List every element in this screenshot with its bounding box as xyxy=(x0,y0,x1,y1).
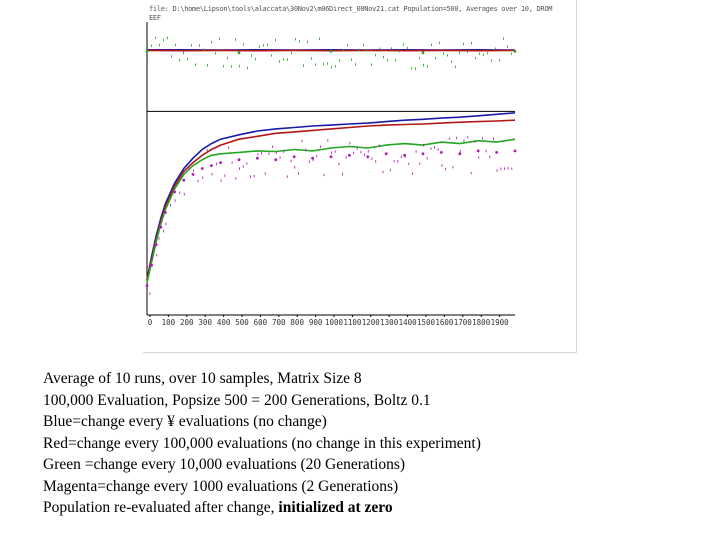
series-6-scatter-mark xyxy=(475,57,476,60)
series-3-scatter-mark xyxy=(460,150,461,153)
series-3-point-3 xyxy=(159,226,162,229)
series-3-point-22 xyxy=(440,151,443,154)
x-tick-label: 1100 xyxy=(343,318,362,327)
series-3-scatter-mark xyxy=(161,220,162,223)
series-3-scatter-mark xyxy=(438,148,439,151)
series-3-scatter-mark xyxy=(372,158,373,161)
x-tick-label: 1300 xyxy=(380,318,399,327)
x-tick-label: 1000 xyxy=(324,318,344,327)
series-6-scatter-mark xyxy=(231,65,232,68)
series-6-scatter-mark xyxy=(467,51,468,54)
series-3-scatter-mark xyxy=(471,172,472,175)
series-6-scatter-mark xyxy=(419,57,420,60)
fitness-chart xyxy=(143,0,576,352)
series-6-scatter-mark xyxy=(275,39,276,42)
series-6-scatter-mark xyxy=(303,64,304,67)
series-3-scatter-mark xyxy=(493,138,494,141)
series-3-scatter-mark xyxy=(224,174,225,177)
caption-line-blue: Blue=change every ¥ evaluations (no change) xyxy=(43,413,327,430)
x-tick-label: 1800 xyxy=(472,318,491,327)
series-3-scatter-mark xyxy=(184,193,185,196)
series-6-scatter-mark xyxy=(259,45,260,48)
series-3-scatter-mark xyxy=(441,164,442,167)
series-3-scatter-mark xyxy=(163,230,164,233)
series-3-scatter-mark xyxy=(342,173,343,176)
series-3-scatter-mark xyxy=(261,152,262,155)
x-tick-label: 700 xyxy=(272,318,286,327)
series-3-scatter-mark xyxy=(246,162,247,165)
x-tick-label: 100 xyxy=(161,318,176,327)
series-6-scatter-mark xyxy=(283,58,284,61)
series-3-scatter-mark xyxy=(467,136,468,139)
series-6-scatter-mark xyxy=(159,44,160,47)
series-3-scatter-mark xyxy=(159,237,160,240)
series-6-scatter-mark xyxy=(431,44,432,47)
series-6-scatter-mark xyxy=(207,64,208,67)
series-3-scatter-mark xyxy=(154,243,155,246)
series-3-scatter-mark xyxy=(508,167,509,170)
series-6-scatter-mark xyxy=(183,52,184,55)
series-6-scatter-mark xyxy=(411,67,412,70)
caption xyxy=(43,368,703,519)
series-6-scatter-mark xyxy=(255,58,256,61)
series-3-scatter-mark xyxy=(360,151,361,154)
series-6-scatter-mark xyxy=(319,38,320,41)
series-3-scatter-mark xyxy=(386,152,387,155)
caption-line-red: Red=change every 100,000 evaluations (no change in this experiment) xyxy=(43,434,481,452)
series-6-point-4 xyxy=(514,50,517,53)
series-3-scatter-mark xyxy=(280,156,281,159)
series-3-scatter-mark xyxy=(397,160,398,163)
series-6-scatter-mark xyxy=(499,59,500,62)
series-6-scatter-mark xyxy=(479,53,480,56)
series-3-point-23 xyxy=(458,152,461,155)
series-6-scatter-mark xyxy=(155,37,156,40)
series-3-scatter-mark xyxy=(254,175,255,178)
series-3-scatter-mark xyxy=(412,172,413,175)
series-6-scatter-mark xyxy=(443,52,444,55)
series-3-scatter-mark xyxy=(430,147,431,150)
series-3-point-8 xyxy=(201,167,204,170)
series-3-scatter-mark xyxy=(423,144,424,147)
series-3-point-6 xyxy=(182,179,185,182)
series-3-point-16 xyxy=(330,155,333,158)
series-6-scatter-mark xyxy=(375,54,376,57)
series-3-scatter-mark xyxy=(486,150,487,153)
series-3-scatter-mark xyxy=(305,149,306,152)
series-3-scatter-mark xyxy=(419,163,420,166)
caption-line-population xyxy=(43,497,703,519)
series-3-point-10 xyxy=(219,161,222,164)
series-3-point-14 xyxy=(293,155,296,158)
x-tick-label: 1900 xyxy=(490,318,509,327)
series-3-scatter-mark xyxy=(489,156,490,159)
series-3-scatter-mark xyxy=(232,161,233,164)
series-6-scatter-mark xyxy=(415,68,416,71)
series-6-scatter-mark xyxy=(483,54,484,57)
series-3-scatter-mark xyxy=(449,137,450,140)
file-header: file: D:\home\Lipson\tools\alaccata\30Nov2\m06Direct_00Nov21.cat Population=500, Averages over 10, DROM xyxy=(149,5,553,13)
series-3-scatter-mark xyxy=(265,172,266,175)
caption-population-bold: initialized at zero xyxy=(278,499,393,516)
series-3-scatter-mark xyxy=(276,152,277,155)
series-6-point-0 xyxy=(146,50,149,53)
series-6-scatter-mark xyxy=(427,65,428,68)
series-6-scatter-mark xyxy=(407,47,408,50)
series-3-point-5 xyxy=(173,191,176,194)
series-3-scatter-mark xyxy=(346,156,347,159)
series-3-scatter-mark xyxy=(504,167,505,170)
header-label: EEF xyxy=(149,14,161,22)
series-6-scatter-mark xyxy=(247,67,248,70)
series-6-scatter-mark xyxy=(147,59,148,62)
series-6-scatter-mark xyxy=(507,45,508,48)
series-6-scatter-mark xyxy=(171,55,172,58)
series-3-scatter-mark xyxy=(478,156,479,159)
series-6-scatter-mark xyxy=(463,43,464,46)
series-6-scatter-mark xyxy=(291,52,292,55)
series-3-point-25 xyxy=(495,151,498,154)
series-6-scatter-mark xyxy=(355,63,356,66)
caption-population-text: Population re-evaluated after change, xyxy=(43,499,279,516)
series-3-scatter-mark xyxy=(364,153,365,156)
series-3-scatter-mark xyxy=(216,163,217,166)
series-3-point-1 xyxy=(150,264,153,267)
series-3-scatter-mark xyxy=(298,172,299,175)
series-3-scatter-mark xyxy=(175,199,176,202)
series-2-line xyxy=(147,139,515,283)
x-tick-label: 500 xyxy=(235,318,249,327)
series-3-scatter-mark xyxy=(379,144,380,147)
series-6-scatter-mark xyxy=(167,37,168,40)
series-3-point-7 xyxy=(192,173,195,176)
x-tick-label: 200 xyxy=(180,318,194,327)
series-3-scatter-mark xyxy=(375,160,376,163)
caption-line-magenta: Magenta=change every 1000 evaluations (2 Generations) xyxy=(43,477,399,495)
series-6-scatter-mark xyxy=(379,48,380,51)
series-3-scatter-mark xyxy=(239,167,240,170)
series-3-scatter-mark xyxy=(497,169,498,172)
series-6-scatter-mark xyxy=(451,61,452,64)
series-6-scatter-mark xyxy=(191,44,192,47)
series-6-scatter-mark xyxy=(287,58,288,61)
series-3-scatter-mark xyxy=(165,223,166,226)
caption-line-evaluations: 100,000 Evaluation, Popsize 500 = 200 Generations, Boltz 0.1 xyxy=(43,391,431,409)
series-3-scatter-mark xyxy=(427,157,428,160)
series-3-scatter-mark xyxy=(500,168,501,171)
series-6-scatter-mark xyxy=(423,64,424,67)
series-6-scatter-mark xyxy=(315,63,316,66)
series-3-scatter-mark xyxy=(152,257,153,260)
series-6-scatter-mark xyxy=(331,66,332,69)
series-6-scatter-mark xyxy=(455,66,456,69)
series-6-scatter-mark xyxy=(175,44,176,47)
x-tick-label: 1600 xyxy=(435,318,454,327)
series-3-scatter-mark xyxy=(188,167,189,170)
series-3-scatter-mark xyxy=(147,266,148,269)
series-6-scatter-mark xyxy=(311,57,312,60)
series-3-scatter-mark xyxy=(268,152,269,155)
series-3-scatter-mark xyxy=(405,156,406,159)
series-6-scatter-mark xyxy=(495,48,496,51)
series-3-point-2 xyxy=(155,243,158,246)
series-3-scatter-mark xyxy=(198,180,199,183)
series-0-line xyxy=(147,113,515,280)
series-3-scatter-mark xyxy=(221,180,222,183)
series-3-point-17 xyxy=(348,154,351,157)
series-6-scatter-mark xyxy=(383,56,384,59)
series-3-scatter-mark xyxy=(331,151,332,154)
series-3-scatter-mark xyxy=(170,204,171,207)
series-6-scatter-mark xyxy=(343,49,344,52)
series-3-scatter-mark xyxy=(394,160,395,163)
series-3-scatter-mark xyxy=(445,168,446,171)
series-3-scatter-mark xyxy=(193,169,194,172)
series-6-scatter-mark xyxy=(235,38,236,41)
series-6-scatter-mark xyxy=(219,38,220,41)
series-3-scatter-mark xyxy=(456,137,457,140)
x-tick-label: 400 xyxy=(216,318,231,327)
series-6-scatter-mark xyxy=(323,63,324,66)
series-6-point-2 xyxy=(330,50,333,53)
series-6-scatter-mark xyxy=(335,65,336,68)
series-3-scatter-mark xyxy=(320,145,321,148)
series-3-point-12 xyxy=(256,157,259,160)
series-6-scatter-mark xyxy=(339,59,340,62)
series-6-scatter-mark xyxy=(211,41,212,44)
series-3-scatter-mark xyxy=(482,137,483,140)
series-3-scatter-mark xyxy=(211,173,212,176)
series-3-scatter-mark xyxy=(207,149,208,152)
series-6-scatter-mark xyxy=(367,49,368,52)
series-3-scatter-mark xyxy=(235,177,236,180)
x-tick-label: 900 xyxy=(308,318,323,327)
series-6-scatter-mark xyxy=(439,42,440,45)
series-6-scatter-mark xyxy=(491,59,492,62)
series-6-scatter-mark xyxy=(403,43,404,46)
series-6-scatter-mark xyxy=(199,44,200,47)
series-6-scatter-mark xyxy=(487,52,488,55)
series-6-scatter-mark xyxy=(187,58,188,61)
series-3-point-26 xyxy=(514,150,517,153)
series-6-point-1 xyxy=(238,51,241,54)
series-3-point-11 xyxy=(238,158,241,161)
caption-line-runs: Average of 10 runs, over 10 samples, Matrix Size 8 xyxy=(43,370,362,387)
series-6-scatter-mark xyxy=(503,37,504,40)
series-6-scatter-mark xyxy=(251,55,252,58)
series-6-scatter-mark xyxy=(511,53,512,56)
series-6-scatter-mark xyxy=(435,57,436,60)
series-3-scatter-mark xyxy=(416,150,417,153)
series-3-scatter-mark xyxy=(309,160,310,163)
series-3-scatter-mark xyxy=(511,168,512,171)
series-3-scatter-mark xyxy=(228,146,229,149)
series-6-scatter-mark xyxy=(399,50,400,53)
series-6-scatter-mark xyxy=(239,65,240,68)
series-3-scatter-mark xyxy=(257,153,258,156)
x-tick-label: 1400 xyxy=(398,318,417,327)
series-6-point-3 xyxy=(422,51,425,54)
series-3-scatter-mark xyxy=(390,169,391,172)
x-tick-label: 1200 xyxy=(361,318,380,327)
series-6-scatter-mark xyxy=(351,58,352,61)
x-tick-label: 0 xyxy=(147,318,153,327)
series-3-scatter-mark xyxy=(383,171,384,174)
series-3-scatter-mark xyxy=(475,140,476,143)
series-6-scatter-mark xyxy=(347,44,348,47)
series-3-scatter-mark xyxy=(349,142,350,145)
series-6-scatter-mark xyxy=(215,52,216,55)
series-6-scatter-mark xyxy=(471,42,472,45)
series-3-scatter-mark xyxy=(452,166,453,169)
series-3-point-13 xyxy=(274,158,277,161)
series-6-scatter-mark xyxy=(227,57,228,60)
series-6-scatter-mark xyxy=(447,54,448,57)
series-3-point-18 xyxy=(366,155,369,158)
series-6-scatter-mark xyxy=(271,54,272,57)
series-3-scatter-mark xyxy=(327,139,328,142)
series-6-scatter-mark xyxy=(267,44,268,47)
series-6-scatter-mark xyxy=(371,64,372,67)
series-3-point-24 xyxy=(477,150,480,153)
series-3-scatter-mark xyxy=(401,156,402,159)
series-3-scatter-mark xyxy=(302,140,303,143)
series-6-scatter-mark xyxy=(243,43,244,46)
series-6-scatter-mark xyxy=(459,52,460,55)
series-6-scatter-mark xyxy=(203,48,204,51)
series-3-scatter-mark xyxy=(272,146,273,149)
series-3-scatter-mark xyxy=(294,166,295,169)
series-3-scatter-mark xyxy=(156,254,157,257)
series-3-scatter-mark xyxy=(243,165,244,168)
series-6-scatter-mark xyxy=(151,45,152,48)
series-6-scatter-mark xyxy=(307,41,308,44)
series-3-scatter-mark xyxy=(283,150,284,153)
series-3-point-4 xyxy=(164,211,167,214)
series-3-scatter-mark xyxy=(368,150,369,153)
x-tick-label: 1700 xyxy=(453,318,472,327)
series-6-scatter-mark xyxy=(359,49,360,52)
series-6-scatter-mark xyxy=(179,59,180,62)
series-6-scatter-mark xyxy=(387,59,388,62)
series-3-point-9 xyxy=(210,164,213,167)
series-6-scatter-mark xyxy=(279,60,280,63)
x-tick-label: 300 xyxy=(198,318,212,327)
series-3-scatter-mark xyxy=(202,176,203,179)
series-3-scatter-mark xyxy=(250,175,251,178)
series-3-scatter-mark xyxy=(316,155,317,158)
x-tick-label: 600 xyxy=(253,318,268,327)
series-3-scatter-mark xyxy=(464,139,465,142)
series-6-scatter-mark xyxy=(163,39,164,42)
series-3-scatter-mark xyxy=(179,192,180,195)
series-3-scatter-mark xyxy=(335,150,336,153)
series-3-scatter-mark xyxy=(357,147,358,150)
series-6-scatter-mark xyxy=(223,65,224,68)
series-3-scatter-mark xyxy=(291,160,292,163)
series-3-point-21 xyxy=(422,152,425,155)
x-tick-label: 1500 xyxy=(416,318,436,327)
series-3-scatter-mark xyxy=(353,152,354,155)
caption-line-green: Green =change every 10,000 evaluations (20 Generations) xyxy=(43,456,406,473)
series-3-point-0 xyxy=(146,284,149,287)
series-3-scatter-mark xyxy=(338,163,339,166)
series-6-scatter-mark xyxy=(327,62,328,64)
series-6-scatter-mark xyxy=(195,64,196,67)
plot-panel xyxy=(143,0,577,353)
series-6-scatter-mark xyxy=(363,44,364,47)
series-6-scatter-mark xyxy=(263,44,264,47)
series-3-scatter-mark xyxy=(287,175,288,178)
series-3-scatter-mark xyxy=(313,159,314,162)
series-6-scatter-mark xyxy=(295,38,296,41)
x-tick-label: 800 xyxy=(290,318,304,327)
series-6-scatter-mark xyxy=(395,59,396,62)
series-3-scatter-mark xyxy=(149,292,150,295)
series-6-scatter-mark xyxy=(391,47,392,50)
series-6-scatter-mark xyxy=(299,40,300,43)
series-3-scatter-mark xyxy=(434,146,435,149)
series-3-scatter-mark xyxy=(324,174,325,177)
series-3-scatter-mark xyxy=(408,163,409,166)
